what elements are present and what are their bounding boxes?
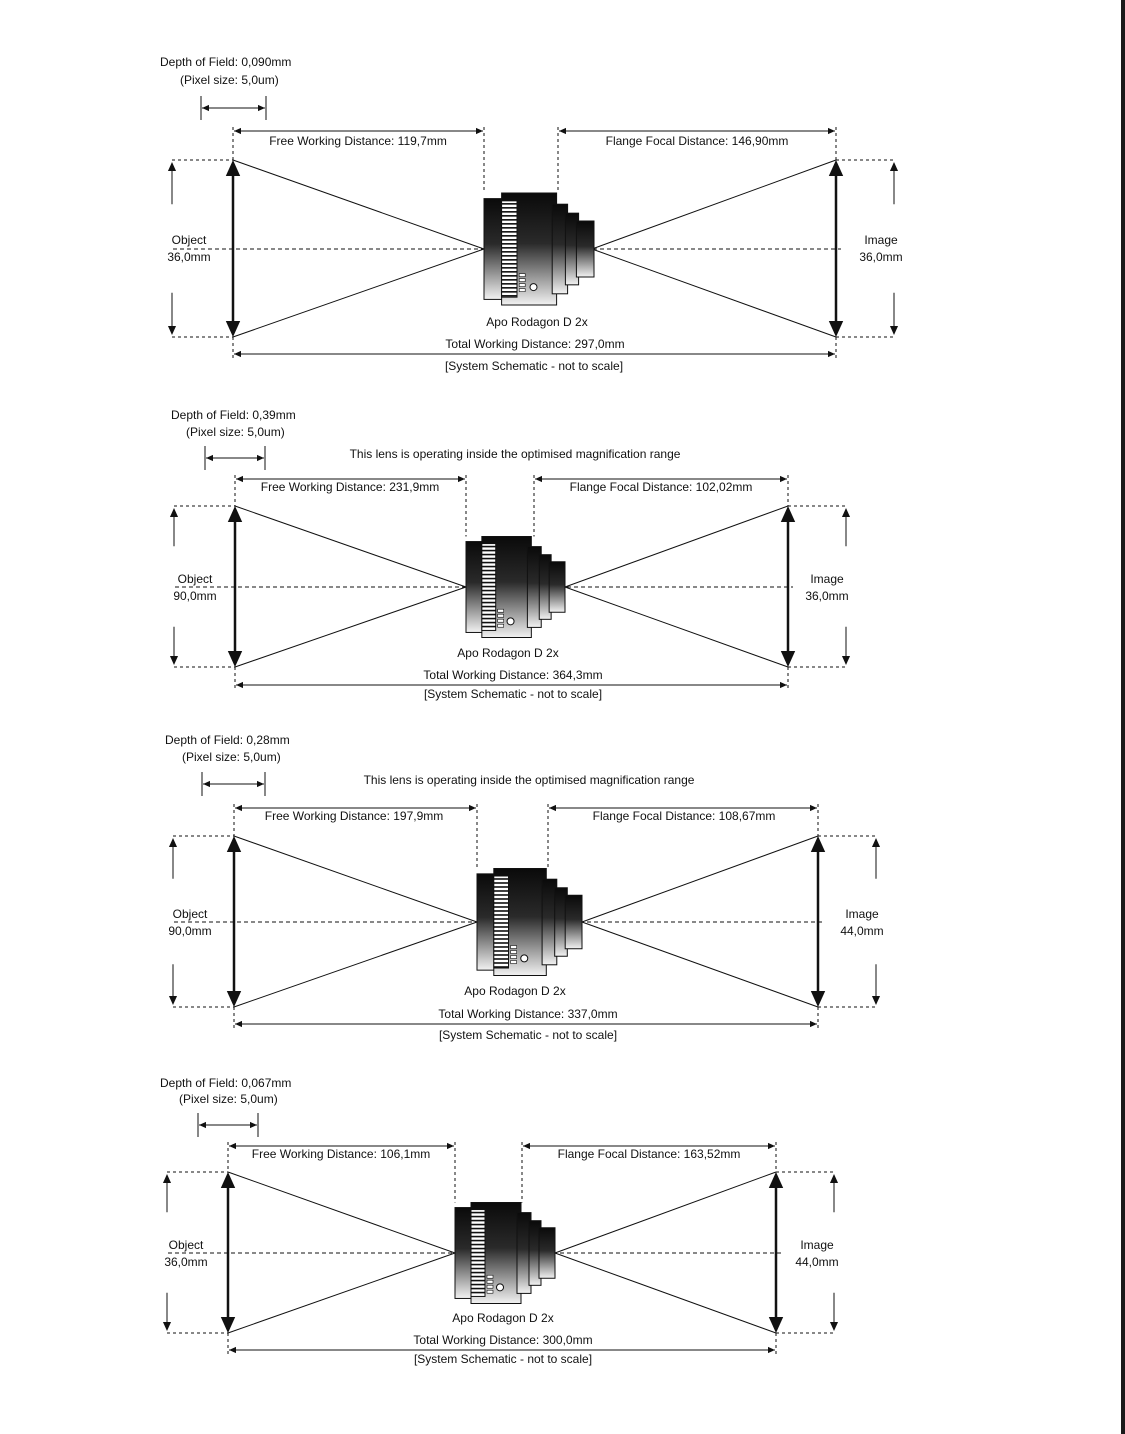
dof-dimension-arrow-right [258, 105, 265, 111]
depth-of-field-label: Depth of Field: 0,090mm [160, 55, 292, 69]
lens-scale-mark [498, 609, 504, 612]
optimised-range-note: This lens is operating inside the optimised magnification range [363, 773, 695, 787]
ray-object-bottom [234, 922, 477, 1007]
object-size-arrow-bottom [170, 656, 178, 665]
lens-aperture-dot [530, 284, 537, 291]
object-size-arrow-bottom [169, 996, 177, 1005]
object-arrow-head-top [221, 1172, 235, 1188]
object-arrow-head-bottom [226, 321, 240, 337]
lens-scale-mark [519, 274, 525, 277]
object-size: 90,0mm [173, 589, 217, 603]
schematic-2 [0, 400, 1125, 710]
pixel-size-label: (Pixel size: 5,0um) [182, 750, 281, 764]
free-working-distance-label: Free Working Distance: 231,9mm [260, 480, 440, 494]
lens-icon [455, 1203, 555, 1304]
dof-dimension-arrow-right [257, 781, 264, 787]
pixel-size-label: (Pixel size: 5,0um) [180, 73, 279, 87]
lens-barrel-section-1 [484, 199, 504, 300]
object-label [164, 1237, 207, 1271]
total-working-distance-dimension-arrow-right [828, 351, 835, 357]
lens-barrel-section-5 [565, 895, 582, 949]
image-size-arrow-top [890, 162, 898, 171]
depth-of-field-label: Depth of Field: 0,067mm [160, 1076, 292, 1090]
lens-scale-mark [498, 624, 504, 627]
free-working-distance-dimension-arrow-left [236, 476, 243, 482]
pixel-size-label: (Pixel size: 5,0um) [186, 425, 285, 439]
flange-focal-distance-dimension-arrow-left [523, 1143, 530, 1149]
total-working-distance-dimension-arrow-left [235, 1021, 242, 1027]
lens-scale-mark [519, 279, 525, 282]
schematic-footer: [System Schematic - not to scale] [444, 359, 624, 373]
lens-icon [484, 193, 594, 305]
lens-barrel-section-1 [466, 542, 484, 633]
image-size-arrow-top [830, 1174, 838, 1183]
ray-object-top [234, 836, 477, 922]
ray-object-bottom [233, 249, 484, 337]
lens-icon [466, 537, 565, 638]
image-arrow-head-bottom [781, 651, 795, 667]
schematic-footer: [System Schematic - not to scale] [413, 1352, 593, 1366]
depth-of-field-label: Depth of Field: 0,39mm [171, 408, 296, 422]
image-size: 44,0mm [840, 924, 884, 938]
image-title: Image [810, 572, 844, 586]
ray-object-top [228, 1172, 455, 1253]
image-arrow-head-top [781, 506, 795, 522]
lens-barrel-section-1 [477, 874, 496, 970]
free-working-distance-dimension-arrow-left [235, 805, 242, 811]
lens-scale-mark [519, 289, 525, 292]
object-arrow-head-top [228, 506, 242, 522]
total-working-distance-dimension-arrow-left [236, 682, 243, 688]
ray-object-bottom [235, 587, 466, 667]
image-arrow-head-bottom [829, 321, 843, 337]
ray-image-bottom [555, 1253, 776, 1333]
object-arrow-head-top [227, 836, 241, 852]
object-size-arrow-bottom [163, 1322, 171, 1331]
image-title: Image [845, 907, 879, 921]
lens-name: Apo Rodagon D 2x [457, 646, 559, 660]
object-label [173, 571, 216, 605]
dof-dimension-arrow-right [257, 455, 264, 461]
ray-object-bottom [228, 1253, 455, 1333]
flange-focal-distance-dimension-arrow-right [768, 1143, 775, 1149]
image-size-arrow-bottom [842, 656, 850, 665]
lens-name: Apo Rodagon D 2x [464, 984, 566, 998]
total-working-distance-dimension-arrow-right [768, 1347, 775, 1353]
object-arrow-head-bottom [227, 991, 241, 1007]
free-working-distance-dimension-arrow-right [469, 805, 476, 811]
ray-image-bottom [582, 922, 818, 1007]
flange-focal-distance-label: Flange Focal Distance: 108,67mm [592, 809, 776, 823]
lens-scale-mark [487, 1275, 493, 1278]
lens-aperture-dot [521, 955, 528, 962]
flange-focal-distance-dimension-arrow-left [535, 476, 542, 482]
total-working-distance-label: Total Working Distance: 300,0mm [413, 1333, 593, 1347]
image-size: 44,0mm [795, 1255, 839, 1269]
image-label [840, 906, 883, 940]
lens-name: Apo Rodagon D 2x [486, 315, 588, 329]
free-working-distance-label: Free Working Distance: 106,1mm [251, 1147, 431, 1161]
flange-focal-distance-label: Flange Focal Distance: 102,02mm [569, 480, 753, 494]
pixel-size-label: (Pixel size: 5,0um) [179, 1092, 278, 1106]
image-label [805, 571, 848, 605]
ray-image-top [565, 506, 788, 587]
free-working-distance-label: Free Working Distance: 197,9mm [264, 809, 444, 823]
image-arrow-head-top [829, 160, 843, 176]
depth-of-field-label: Depth of Field: 0,28mm [165, 733, 290, 747]
image-title: Image [800, 1238, 834, 1252]
object-size-arrow-top [163, 1174, 171, 1183]
lens-scale-mark [487, 1290, 493, 1293]
lens-aperture-dot [497, 1284, 504, 1291]
flange-focal-distance-dimension-arrow-right [810, 805, 817, 811]
lens-icon [477, 869, 582, 976]
image-size-arrow-top [842, 508, 850, 517]
total-working-distance-label: Total Working Distance: 297,0mm [445, 337, 625, 351]
object-size-arrow-top [168, 162, 176, 171]
ray-image-bottom [592, 249, 836, 337]
image-label [795, 1237, 838, 1271]
lens-scale-mark [487, 1280, 493, 1283]
object-size-arrow-bottom [168, 326, 176, 335]
dof-dimension-arrow-left [206, 455, 213, 461]
dof-dimension-arrow-left [202, 105, 209, 111]
schematic-drawing [0, 1070, 1125, 1370]
lens-scale-mark [511, 961, 517, 964]
schematic-footer: [System Schematic - not to scale] [423, 687, 603, 701]
lens-scale-mark [487, 1285, 493, 1288]
flange-focal-distance-dimension-arrow-right [780, 476, 787, 482]
free-working-distance-dimension-arrow-right [447, 1143, 454, 1149]
free-working-distance-dimension-arrow-left [234, 128, 241, 134]
dof-dimension-arrow-left [199, 1122, 206, 1128]
ray-object-top [233, 160, 484, 249]
object-title: Object [168, 1238, 204, 1252]
image-size-arrow-top [872, 838, 880, 847]
schematic-footer: [System Schematic - not to scale] [438, 1028, 618, 1042]
optimised-range-note: This lens is operating inside the optimised magnification range [349, 447, 681, 461]
total-working-distance-dimension-arrow-left [234, 351, 241, 357]
ray-image-top [582, 836, 818, 922]
dof-dimension-arrow-right [250, 1122, 257, 1128]
lens-barrel-section-5 [576, 221, 594, 277]
lens-scale-mark [498, 619, 504, 622]
object-arrow-head-top [226, 160, 240, 176]
image-size-arrow-bottom [872, 996, 880, 1005]
total-working-distance-label: Total Working Distance: 337,0mm [438, 1007, 618, 1021]
ray-image-top [555, 1172, 776, 1253]
image-size: 36,0mm [859, 250, 903, 264]
schematic-3 [0, 726, 1125, 1052]
object-size: 90,0mm [168, 924, 212, 938]
total-working-distance-label: Total Working Distance: 364,3mm [423, 668, 603, 682]
flange-focal-distance-label: Flange Focal Distance: 163,52mm [557, 1147, 741, 1161]
lens-scale-mark [511, 946, 517, 949]
ray-image-bottom [565, 587, 788, 667]
image-size-arrow-bottom [890, 326, 898, 335]
object-title: Object [171, 233, 207, 247]
image-arrow-head-top [769, 1172, 783, 1188]
object-title: Object [172, 907, 208, 921]
image-size-arrow-bottom [830, 1322, 838, 1331]
dof-dimension-arrow-left [203, 781, 210, 787]
schematic-1 [0, 40, 1125, 390]
free-working-distance-dimension-arrow-left [229, 1143, 236, 1149]
flange-focal-distance-dimension-arrow-right [828, 128, 835, 134]
image-arrow-head-bottom [811, 991, 825, 1007]
object-size: 36,0mm [164, 1255, 208, 1269]
lens-scale-mark [519, 284, 525, 287]
free-working-distance-dimension-arrow-right [476, 128, 483, 134]
object-arrow-head-bottom [228, 651, 242, 667]
lens-name: Apo Rodagon D 2x [452, 1311, 554, 1325]
schematic-4 [0, 1070, 1125, 1370]
image-arrow-head-bottom [769, 1317, 783, 1333]
object-label [168, 906, 211, 940]
image-title: Image [864, 233, 898, 247]
ray-object-top [235, 506, 466, 587]
object-size-arrow-top [170, 508, 178, 517]
flange-focal-distance-dimension-arrow-left [549, 805, 556, 811]
object-arrow-head-bottom [221, 1317, 235, 1333]
flange-focal-distance-label: Flange Focal Distance: 146,90mm [605, 134, 789, 148]
total-working-distance-dimension-arrow-left [229, 1347, 236, 1353]
image-arrow-head-top [811, 836, 825, 852]
lens-aperture-dot [507, 618, 514, 625]
object-size-arrow-top [169, 838, 177, 847]
lens-scale-mark [511, 951, 517, 954]
object-size: 36,0mm [167, 250, 211, 264]
flange-focal-distance-dimension-arrow-left [559, 128, 566, 134]
lens-barrel-section-5 [539, 1228, 555, 1279]
lens-barrel-section-1 [455, 1208, 473, 1299]
total-working-distance-dimension-arrow-right [780, 682, 787, 688]
object-title: Object [177, 572, 213, 586]
total-working-distance-dimension-arrow-right [810, 1021, 817, 1027]
image-label [859, 232, 902, 266]
free-working-distance-dimension-arrow-right [458, 476, 465, 482]
object-label [167, 232, 210, 266]
lens-scale-mark [511, 956, 517, 959]
image-size: 36,0mm [805, 589, 849, 603]
lens-scale-mark [498, 614, 504, 617]
lens-barrel-section-5 [549, 562, 565, 613]
free-working-distance-label: Free Working Distance: 119,7mm [269, 134, 447, 148]
ray-image-top [592, 160, 836, 249]
